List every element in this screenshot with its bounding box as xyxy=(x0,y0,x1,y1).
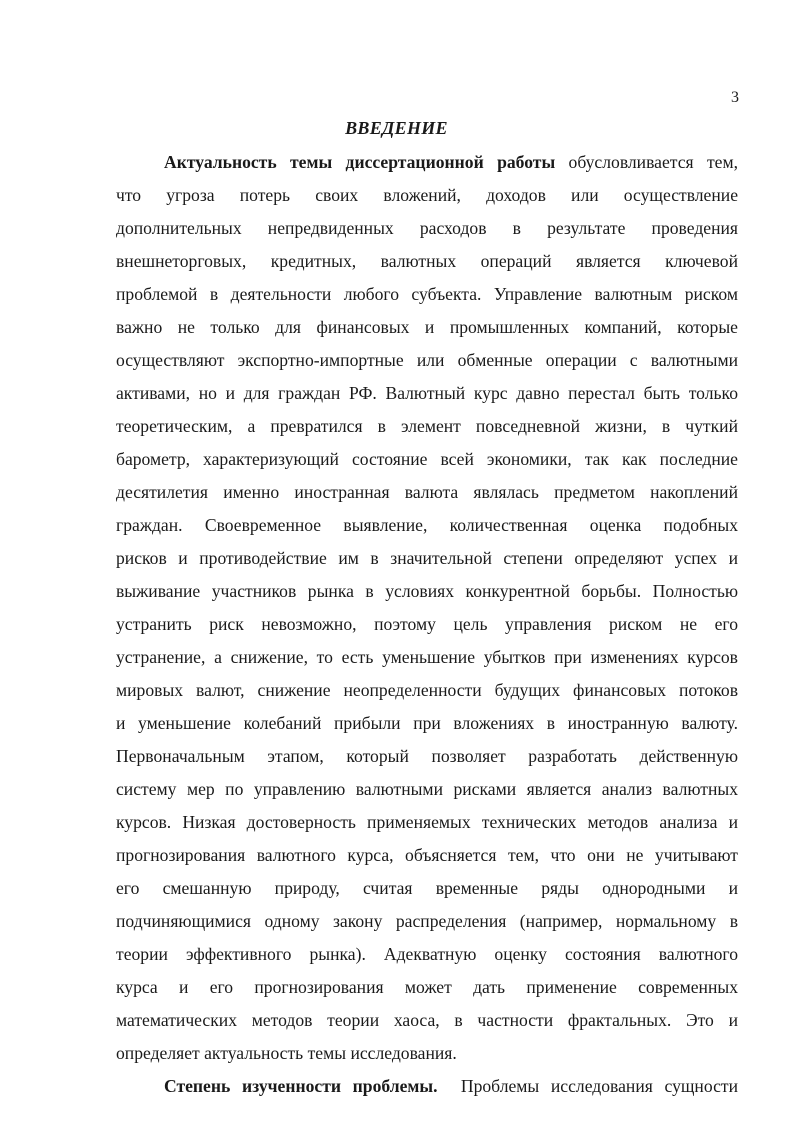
text-line: активами, но и для граждан РФ. Валютный курс давно перестал быть только xyxy=(116,383,738,403)
text-line: важно не только для финансовых и промышленных компаний, которые xyxy=(116,317,738,337)
document-body xyxy=(116,146,738,1103)
paragraph-lead: Степень изученности проблемы. xyxy=(164,1076,438,1096)
text-line: его смешанную природу, считая временные ряды однородными и xyxy=(116,878,738,898)
paragraph-lead: Актуальность темы диссертационной работы xyxy=(164,152,556,172)
text-line: дополнительных непредвиденных расходов в результате проведения xyxy=(116,218,738,238)
text-line: устранить риск невозможно, поэтому цель управления риском не его xyxy=(116,614,738,634)
text-line: устранение, а снижение, то есть уменьшение убытков при изменениях курсов xyxy=(116,647,738,667)
text-line: Первоначальным этапом, который позволяет разработать действенную xyxy=(116,746,738,766)
text-line: граждан. Своевременное выявление, количественная оценка подобных xyxy=(116,515,738,535)
text-line: определяет актуальность темы исследования. xyxy=(116,1043,457,1063)
text-line: выживание участников рынка в условиях конкурентной борьбы. Полностью xyxy=(116,581,738,601)
text-line: рисков и противодействие им в значительной степени определяют успех и xyxy=(116,548,738,568)
text-line: и уменьшение колебаний прибыли при вложениях в иностранную валюту. xyxy=(116,713,738,733)
text-line: мировых валют, снижение неопределенности будущих финансовых потоков xyxy=(116,680,738,700)
text-line: математических методов теории хаоса, в частности фрактальных. Это и xyxy=(116,1010,738,1030)
text-line: что угроза потерь своих вложений, доходов или осуществление xyxy=(116,185,738,205)
text-line: внешнеторговых, кредитных, валютных операций является ключевой xyxy=(116,251,738,271)
page-number: 3 xyxy=(731,89,739,106)
text-line: курсов. Низкая достоверность применяемых технических методов анализа и xyxy=(116,812,738,832)
text-line: систему мер по управлению валютными рисками является анализ валютных xyxy=(116,779,738,799)
text-line: десятилетия именно иностранная валюта являлась предметом накоплений xyxy=(116,482,738,502)
text-line: проблемой в деятельности любого субъекта. Управление валютным риском xyxy=(116,284,738,304)
text-line: Актуальность темы диссертационной работы обусловливается тем, xyxy=(164,152,738,172)
text-line: осуществляют экспортно-импортные или обменные операции с валютными xyxy=(116,350,738,370)
section-heading: ВВЕДЕНИЕ xyxy=(345,118,448,138)
text-line: прогнозирования валютного курса, объясняется тем, что они не учитывают xyxy=(116,845,738,865)
text-line: барометр, характеризующий состояние всей экономики, так как последние xyxy=(116,449,738,469)
text-line: теории эффективного рынка). Адекватную оценку состояния валютного xyxy=(116,944,738,964)
text-line: курса и его прогнозирования может дать применение современных xyxy=(116,977,738,997)
text-line: Степень изученности проблемы. Проблемы исследования сущности xyxy=(164,1076,738,1096)
text-line: подчиняющимися одному закону распределения (например, нормальному в xyxy=(116,911,738,931)
text-line: теоретическим, а превратился в элемент повседневной жизни, в чуткий xyxy=(116,416,738,436)
